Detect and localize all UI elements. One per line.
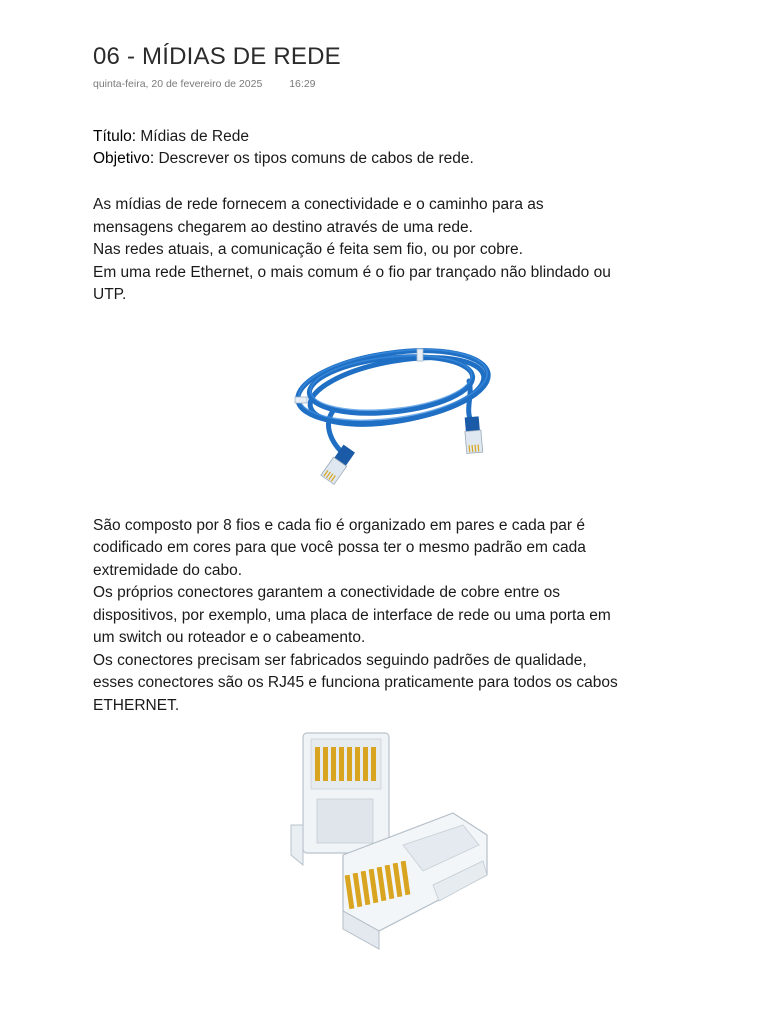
cable-image-wrap: [93, 307, 693, 501]
text-line: codificado em cores para que você possa ter o mesmo padrão em cada: [93, 539, 586, 556]
rj45-image-wrap: [93, 717, 693, 957]
note-page: [93, 40, 693, 957]
info-objective-line: [93, 148, 693, 170]
text-line: um switch ou roteador e o cabeamento.: [93, 629, 366, 646]
title-value: Mídias de Rede: [136, 128, 249, 145]
title-label: Título:: [93, 128, 137, 145]
paragraph-block-1: [93, 194, 693, 307]
paragraph-block-2: [93, 515, 693, 718]
text-line: UTP.: [93, 286, 127, 303]
ethernet-cable-image: [273, 325, 513, 501]
text-line: Nas redes atuais, a comunicação é feita sem fio, ou por cobre.: [93, 241, 523, 258]
text-line: extremidade do cabo.: [93, 561, 243, 579]
text-line: ETHERNET.: [93, 696, 180, 714]
text-line: dispositivos, por exemplo, uma placa de interface de rede ou uma porta em: [93, 606, 611, 624]
text-line: esses conectores são os RJ45 e funciona praticamente para todos os cabos: [93, 674, 618, 691]
info-title-line: [93, 126, 693, 148]
page-title: 06 - MÍDIAS DE REDE: [93, 43, 341, 70]
text-line: As mídias de rede fornecem a conectividade e o caminho para as: [93, 196, 544, 213]
objective-value: Descrever os tipos comuns de cabos de rede.: [154, 150, 474, 167]
text-line: Os conectores precisam ser fabricados seguindo padrões de qualidade,: [93, 651, 587, 669]
rj45-connectors-image: [283, 725, 503, 957]
text-line: São composto por 8 fios e cada fio é organizado em pares e cada par é: [93, 516, 585, 534]
text-line: Em uma rede Ethernet, o mais comum é o fio par trançado não blindado ou: [93, 263, 611, 281]
page-meta: [93, 78, 693, 90]
text-line: mensagens chegarem ao destino através de uma rede.: [93, 218, 473, 236]
text-line: Os próprios conectores garantem a conectividade de cobre entre os: [93, 584, 560, 601]
page-date: quinta-feira, 20 de fevereiro de 2025: [93, 78, 263, 90]
info-block: [93, 126, 693, 170]
objective-label: Objetivo:: [93, 150, 155, 167]
page-time: 16:29: [289, 78, 316, 90]
